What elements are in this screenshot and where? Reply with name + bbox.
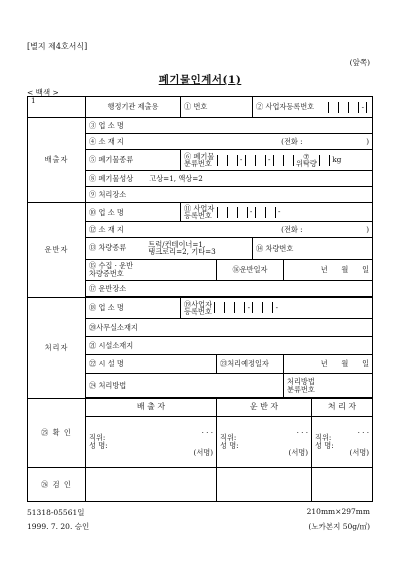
waste-state-field[interactable]: ⑧ 폐기물성상 고상=1, 액상=2 xyxy=(86,171,373,187)
transporter-section: 운반자 xyxy=(28,203,86,298)
inspection-cell-1[interactable] xyxy=(86,467,217,501)
processor-section: 처리자 xyxy=(28,297,86,398)
transport-place-field[interactable]: ⑰ 운반장소 xyxy=(86,280,373,296)
planned-date-label: ㉓처리예정일자 xyxy=(217,355,284,374)
waste-transfer-form xyxy=(27,96,373,502)
approval-date: 1999. 7. 20. 승인 xyxy=(27,522,90,531)
paper-type: (노카본지 50g/㎡) xyxy=(308,522,370,531)
discharger-address-field[interactable]: ④ 소 재 지 (전화 : ) xyxy=(86,134,373,150)
registration-boxes xyxy=(328,102,359,113)
entrusted-amount-label: ⑦ 위탁량 xyxy=(295,152,317,169)
transporter-address-field[interactable]: ⑫ 소 재 지 (전화 : ) xyxy=(86,222,373,238)
transport-date-field[interactable]: 년 월 일 xyxy=(284,259,373,280)
planned-date-field[interactable]: 년 월 일 xyxy=(284,355,373,374)
confirm-transporter-header: 운 반 자 xyxy=(217,398,312,416)
inspection-label: ㉖ 검 인 xyxy=(28,467,86,501)
paper-color-note: < 백색 > xyxy=(27,88,59,97)
method-code-field[interactable]: 처리방법 분류번호 xyxy=(284,374,373,397)
office-address-field[interactable]: ⑳사무실소재지 xyxy=(86,319,373,337)
transport-date-label: ⑯운반일자 xyxy=(217,259,284,280)
inspection-cell-2[interactable] xyxy=(217,467,312,501)
document-title: 폐기물인계서(1) xyxy=(158,74,242,86)
copy-number: 1 xyxy=(28,97,86,118)
vehicle-type-field[interactable]: ⑬ 차량종류 트럭/컨테이너=1, 탱크로리=2, 기타=3 xyxy=(86,238,253,259)
processor-business-name-field[interactable]: ⑱ 업 소 명 xyxy=(86,297,181,318)
discharger-signature-block[interactable]: . . . 직위: 성 명: (서명) xyxy=(86,416,217,467)
disposal-place-field[interactable]: ⑨ 처리장소 xyxy=(86,187,373,203)
serial-number-field[interactable]: ① 번호 xyxy=(181,97,253,118)
discharger-section: 배출자 xyxy=(28,118,86,203)
confirm-processor-header: 처 리 자 xyxy=(312,398,373,416)
vehicle-permit-field[interactable]: ⑮ 수집 · 운반 차량증번호 xyxy=(86,259,217,280)
vehicle-number-field[interactable]: ⑭ 차량번호 xyxy=(253,238,373,259)
discharger-phone-label: (전화 : xyxy=(281,136,303,146)
page-side-label: (앞쪽) xyxy=(349,58,370,67)
paper-size: 210mm×297mm xyxy=(306,507,370,516)
form-code: 51318-05561일 xyxy=(27,508,85,517)
discharger-business-name-field[interactable]: ③ 업 소 명 xyxy=(86,118,373,134)
submitter-label: 행정기관 제출용 xyxy=(86,97,181,118)
waste-type-field[interactable]: ⑤ 폐기물종류 xyxy=(86,150,181,171)
processor-signature-block[interactable]: . . . 직위: 성 명: (서명) xyxy=(312,416,373,467)
confirmation-label: ㉕ 확 인 xyxy=(28,398,86,467)
processor-registration-field[interactable]: ⑲사업자 등록번호 - - xyxy=(181,297,373,318)
inspection-cell-3[interactable] xyxy=(312,467,373,501)
facility-name-field[interactable]: ㉒ 시 설 명 xyxy=(86,355,217,374)
transporter-registration-field[interactable]: ⑪ 사업자 등록번호 - - xyxy=(181,203,373,222)
confirm-discharger-header: 배 출 자 xyxy=(86,398,217,416)
facility-address-field[interactable]: ㉑ 시설소재지 xyxy=(86,337,373,355)
form-number: [별지 제4호서식] xyxy=(27,42,88,51)
waste-classification-field[interactable]: ⑥ 폐기물 분류번호 - - ⑦ 위탁량 kg xyxy=(181,150,373,171)
business-registration-field[interactable]: ② 사업자등록번호 - xyxy=(253,97,373,118)
processing-method-field[interactable]: ㉔ 처리방법 xyxy=(86,374,284,397)
transporter-business-name-field[interactable]: ⑩ 업 소 명 xyxy=(86,203,181,222)
transporter-signature-block[interactable]: . . . 직위: 성 명: (서명) xyxy=(217,416,312,467)
